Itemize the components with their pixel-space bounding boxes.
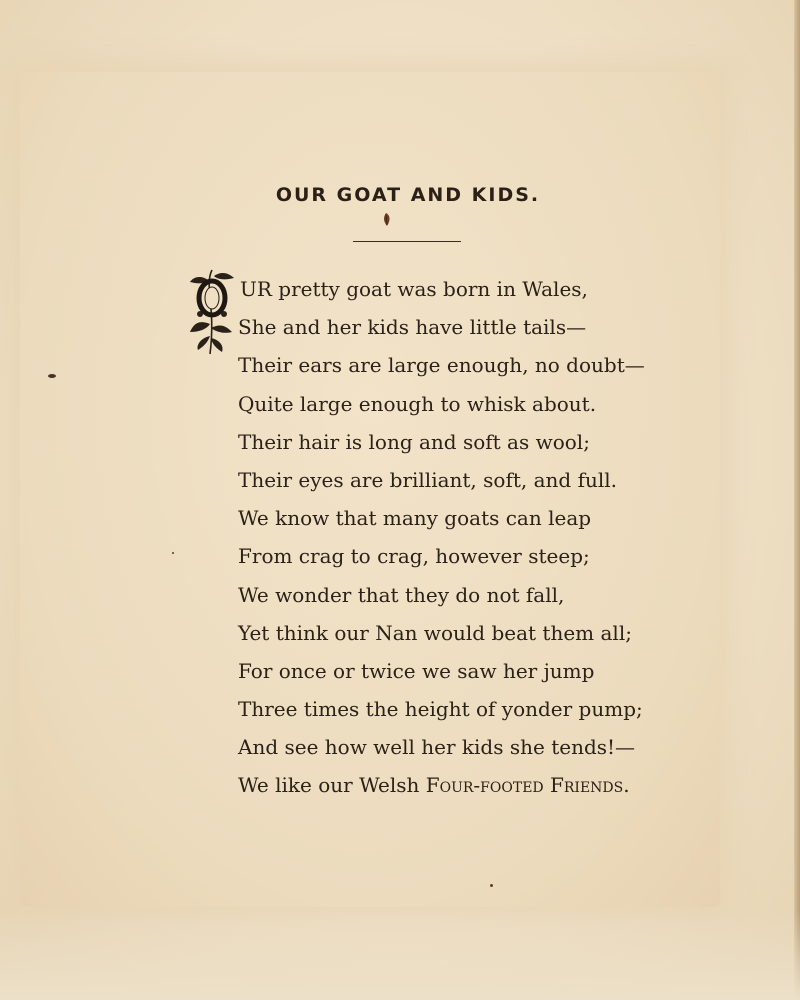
- page-edge: [794, 0, 800, 1000]
- leaf-ornament-icon: [380, 212, 392, 228]
- paper-speck: [490, 884, 493, 887]
- poem-line: UR pretty goat was born in Wales,: [240, 277, 588, 301]
- poem-line: Quite large enough to whisk about.: [238, 391, 597, 416]
- poem-line: Yet think our Nan would beat them all;: [238, 620, 632, 645]
- floral-initial-icon: [186, 266, 238, 358]
- poem-line: For once or twice we saw her jump: [238, 658, 595, 683]
- poem-line: From crag to crag, however steep;: [238, 544, 590, 569]
- poem-line: She and her kids have little tails—: [238, 315, 587, 340]
- paper-speck: [48, 374, 56, 378]
- page-title: OUR GOAT AND KIDS.: [275, 184, 541, 206]
- poem-line: We know that many goats can leap: [238, 506, 592, 531]
- poem-body: [238, 270, 645, 805]
- poem-line: Their ears are large enough, no doubt—: [238, 353, 645, 378]
- poem-line: Three times the height of yonder pump;: [238, 697, 643, 722]
- poem-last-line: [238, 766, 645, 804]
- last-line-small-caps: Four-footed Friends.: [425, 773, 630, 798]
- paper-speck: [172, 552, 174, 554]
- last-line-prefix: We like our Welsh: [238, 773, 426, 798]
- poem-line: Their hair is long and soft as wool;: [238, 429, 590, 454]
- poem-line: Their eyes are brilliant, soft, and full.: [238, 467, 618, 492]
- page-bottom-margin: [0, 910, 800, 1000]
- poem-line: We wonder that they do not fall,: [238, 582, 565, 607]
- title-divider-rule: [353, 241, 461, 242]
- poem-line: And see how well her kids she tends!—: [238, 735, 636, 760]
